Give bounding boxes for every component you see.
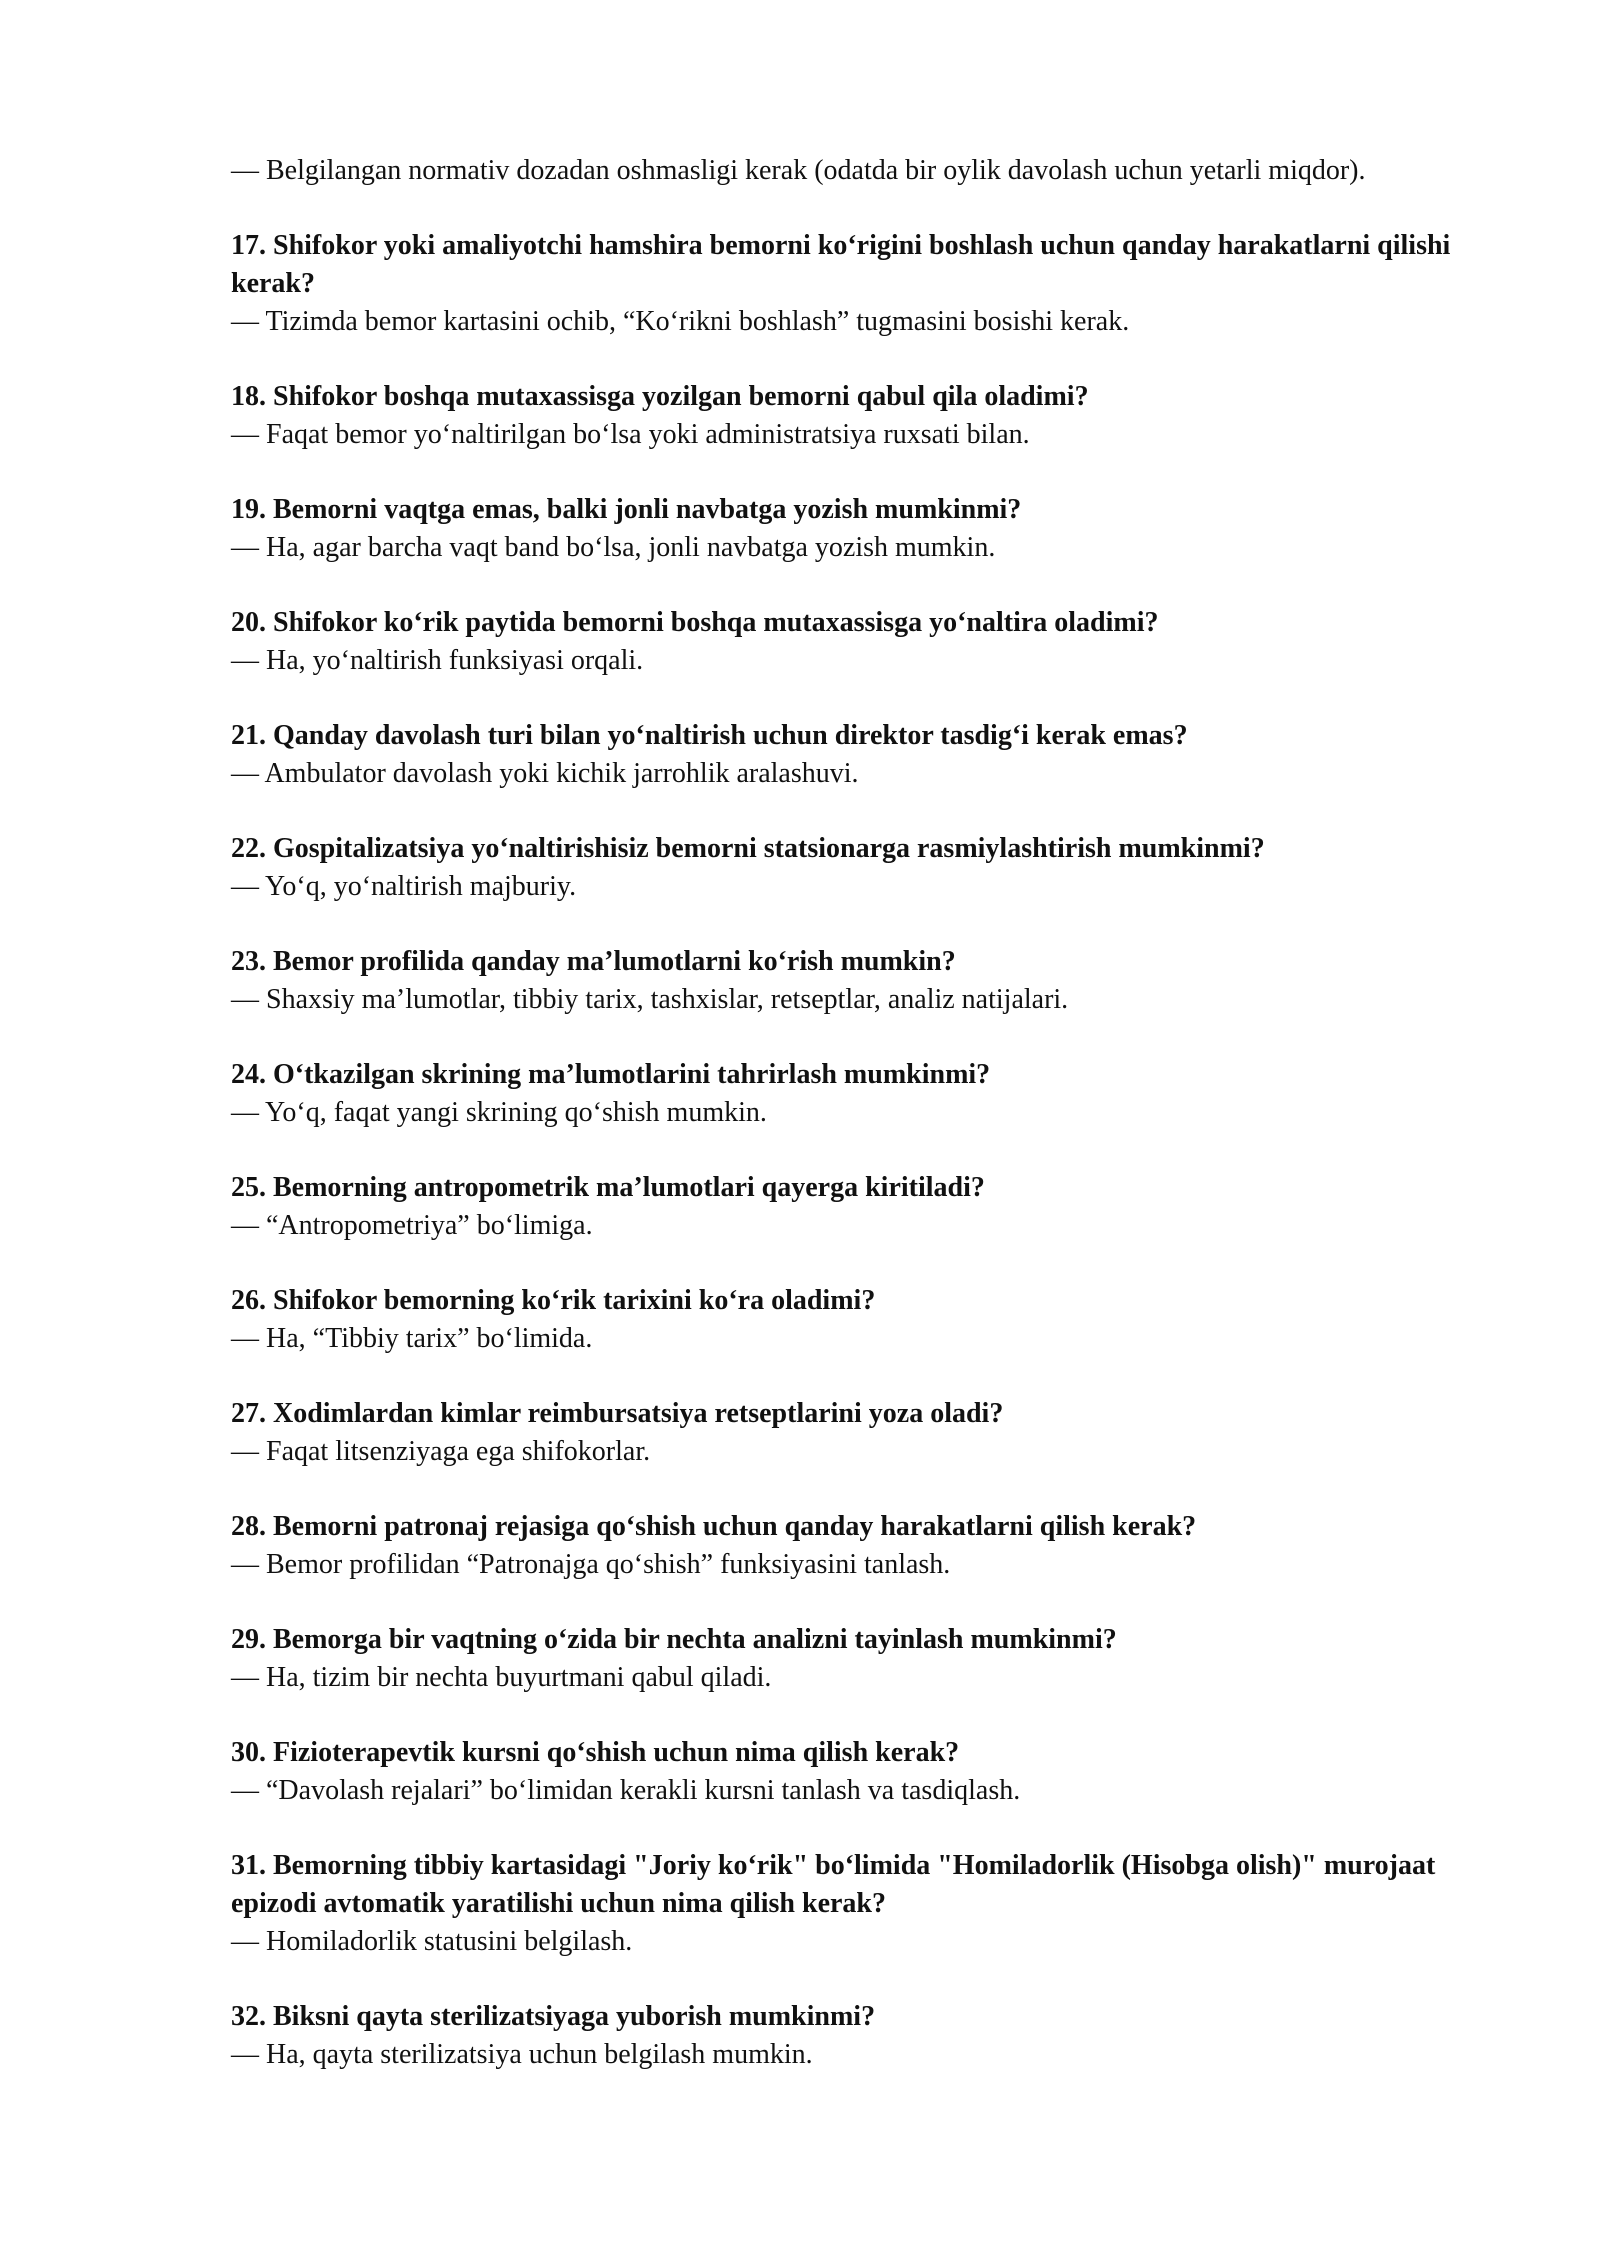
answer-19: — Ha, agar barcha vaqt band bo‘lsa, jonli navbatga yozish mumkin. [231, 532, 996, 563]
qa-item-22 [231, 830, 1521, 906]
question-18: 18. Shifokor boshqa mutaxassisga yozilgan bemorni qabul qila oladimi? [231, 381, 1089, 412]
answer-23: — Shaxsiy ma’lumotlar, tibbiy tarix, tashxislar, retseptlar, analiz natijalari. [231, 984, 1069, 1015]
answer-27: — Faqat litsenziyaga ega shifokorlar. [231, 1436, 651, 1467]
qa-item-24 [231, 1056, 1521, 1132]
answer-22: — Yo‘q, yo‘naltirish majburiy. [231, 871, 577, 902]
answer-28: — Bemor profilidan “Patronajga qo‘shish” funksiyasini tanlash. [231, 1549, 951, 1580]
question-22: 22. Gospitalizatsiya yo‘naltirishisiz bemorni statsionarga rasmiylashtirish mumkinmi? [231, 833, 1265, 864]
qa-item-20 [231, 604, 1521, 680]
qa-item-29 [231, 1621, 1521, 1697]
answer-31: — Homiladorlik statusini belgilash. [231, 1926, 633, 1957]
answer-32: — Ha, qayta sterilizatsiya uchun belgilash mumkin. [231, 2039, 813, 2070]
question-19: 19. Bemorni vaqtga emas, balki jonli navbatga yozish mumkinmi? [231, 494, 1022, 525]
answer-24: — Yo‘q, faqat yangi skrining qo‘shish mumkin. [231, 1097, 767, 1128]
qa-item-25 [231, 1169, 1521, 1245]
question-17: 17. Shifokor yoki amaliyotchi hamshira bemorni ko‘rigini boshlash uchun qanday harakatlarni qilishi kerak? [231, 230, 1451, 299]
question-27: 27. Xodimlardan kimlar reimbursatsiya retseptlarini yoza oladi? [231, 1398, 1004, 1429]
qa-item-19 [231, 491, 1521, 567]
answer-18: — Faqat bemor yo‘naltirilgan bo‘lsa yoki administratsiya ruxsati bilan. [231, 419, 1030, 450]
question-26: 26. Shifokor bemorning ko‘rik tarixini ko‘ra oladimi? [231, 1285, 876, 1316]
qa-item-26 [231, 1282, 1521, 1358]
qa-item-27 [231, 1395, 1521, 1471]
question-28: 28. Bemorni patronaj rejasiga qo‘shish uchun qanday harakatlarni qilish kerak? [231, 1511, 1197, 1542]
qa-item-17 [231, 227, 1521, 341]
question-21: 21. Qanday davolash turi bilan yo‘naltirish uchun direktor tasdig‘i kerak emas? [231, 720, 1188, 751]
question-32: 32. Biksni qayta sterilizatsiyaga yuborish mumkinmi? [231, 2001, 876, 2032]
question-20: 20. Shifokor ko‘rik paytida bemorni boshqa mutaxassisga yo‘naltira oladimi? [231, 607, 1159, 638]
answer-25: — “Antropometriya” bo‘limiga. [231, 1210, 593, 1241]
qa-item-21 [231, 717, 1521, 793]
question-24: 24. O‘tkazilgan skrining ma’lumotlarini tahrirlash mumkinmi? [231, 1059, 991, 1090]
answer-21: — Ambulator davolash yoki kichik jarrohlik aralashuvi. [231, 758, 859, 789]
qa-item-28 [231, 1508, 1521, 1584]
qa-item-18 [231, 378, 1521, 454]
intro-answer: — Belgilangan normativ dozadan oshmasligi kerak (odatda bir oylik davolash uchun yetarli miqdor). [231, 155, 1366, 186]
question-25: 25. Bemorning antropometrik ma’lumotlari qayerga kiritiladi? [231, 1172, 985, 1203]
question-30: 30. Fizioterapevtik kursni qo‘shish uchun nima qilish kerak? [231, 1737, 960, 1768]
answer-29: — Ha, tizim bir nechta buyurtmani qabul qiladi. [231, 1662, 772, 1693]
document-page [231, 152, 1521, 2074]
question-23: 23. Bemor profilida qanday ma’lumotlarni ko‘rish mumkin? [231, 946, 956, 977]
answer-26: — Ha, “Tibbiy tarix” bo‘limida. [231, 1323, 593, 1354]
question-31: 31. Bemorning tibbiy kartasidagi "Joriy ko‘rik" bo‘limida "Homiladorlik (Hisobga olish)" murojaat epizodi avtomatik yaratilishi uchun nima qilish kerak? [231, 1850, 1436, 1919]
question-29: 29. Bemorga bir vaqtning o‘zida bir nechta analizni tayinlash mumkinmi? [231, 1624, 1117, 1655]
qa-item-23 [231, 943, 1521, 1019]
answer-20: — Ha, yo‘naltirish funksiyasi orqali. [231, 645, 644, 676]
qa-item-32 [231, 1998, 1521, 2074]
answer-30: — “Davolash rejalari” bo‘limidan kerakli kursni tanlash va tasdiqlash. [231, 1775, 1021, 1806]
answer-17: — Tizimda bemor kartasini ochib, “Ko‘rikni boshlash” tugmasini bosishi kerak. [231, 306, 1130, 337]
qa-item-31 [231, 1847, 1521, 1961]
qa-item-30 [231, 1734, 1521, 1810]
